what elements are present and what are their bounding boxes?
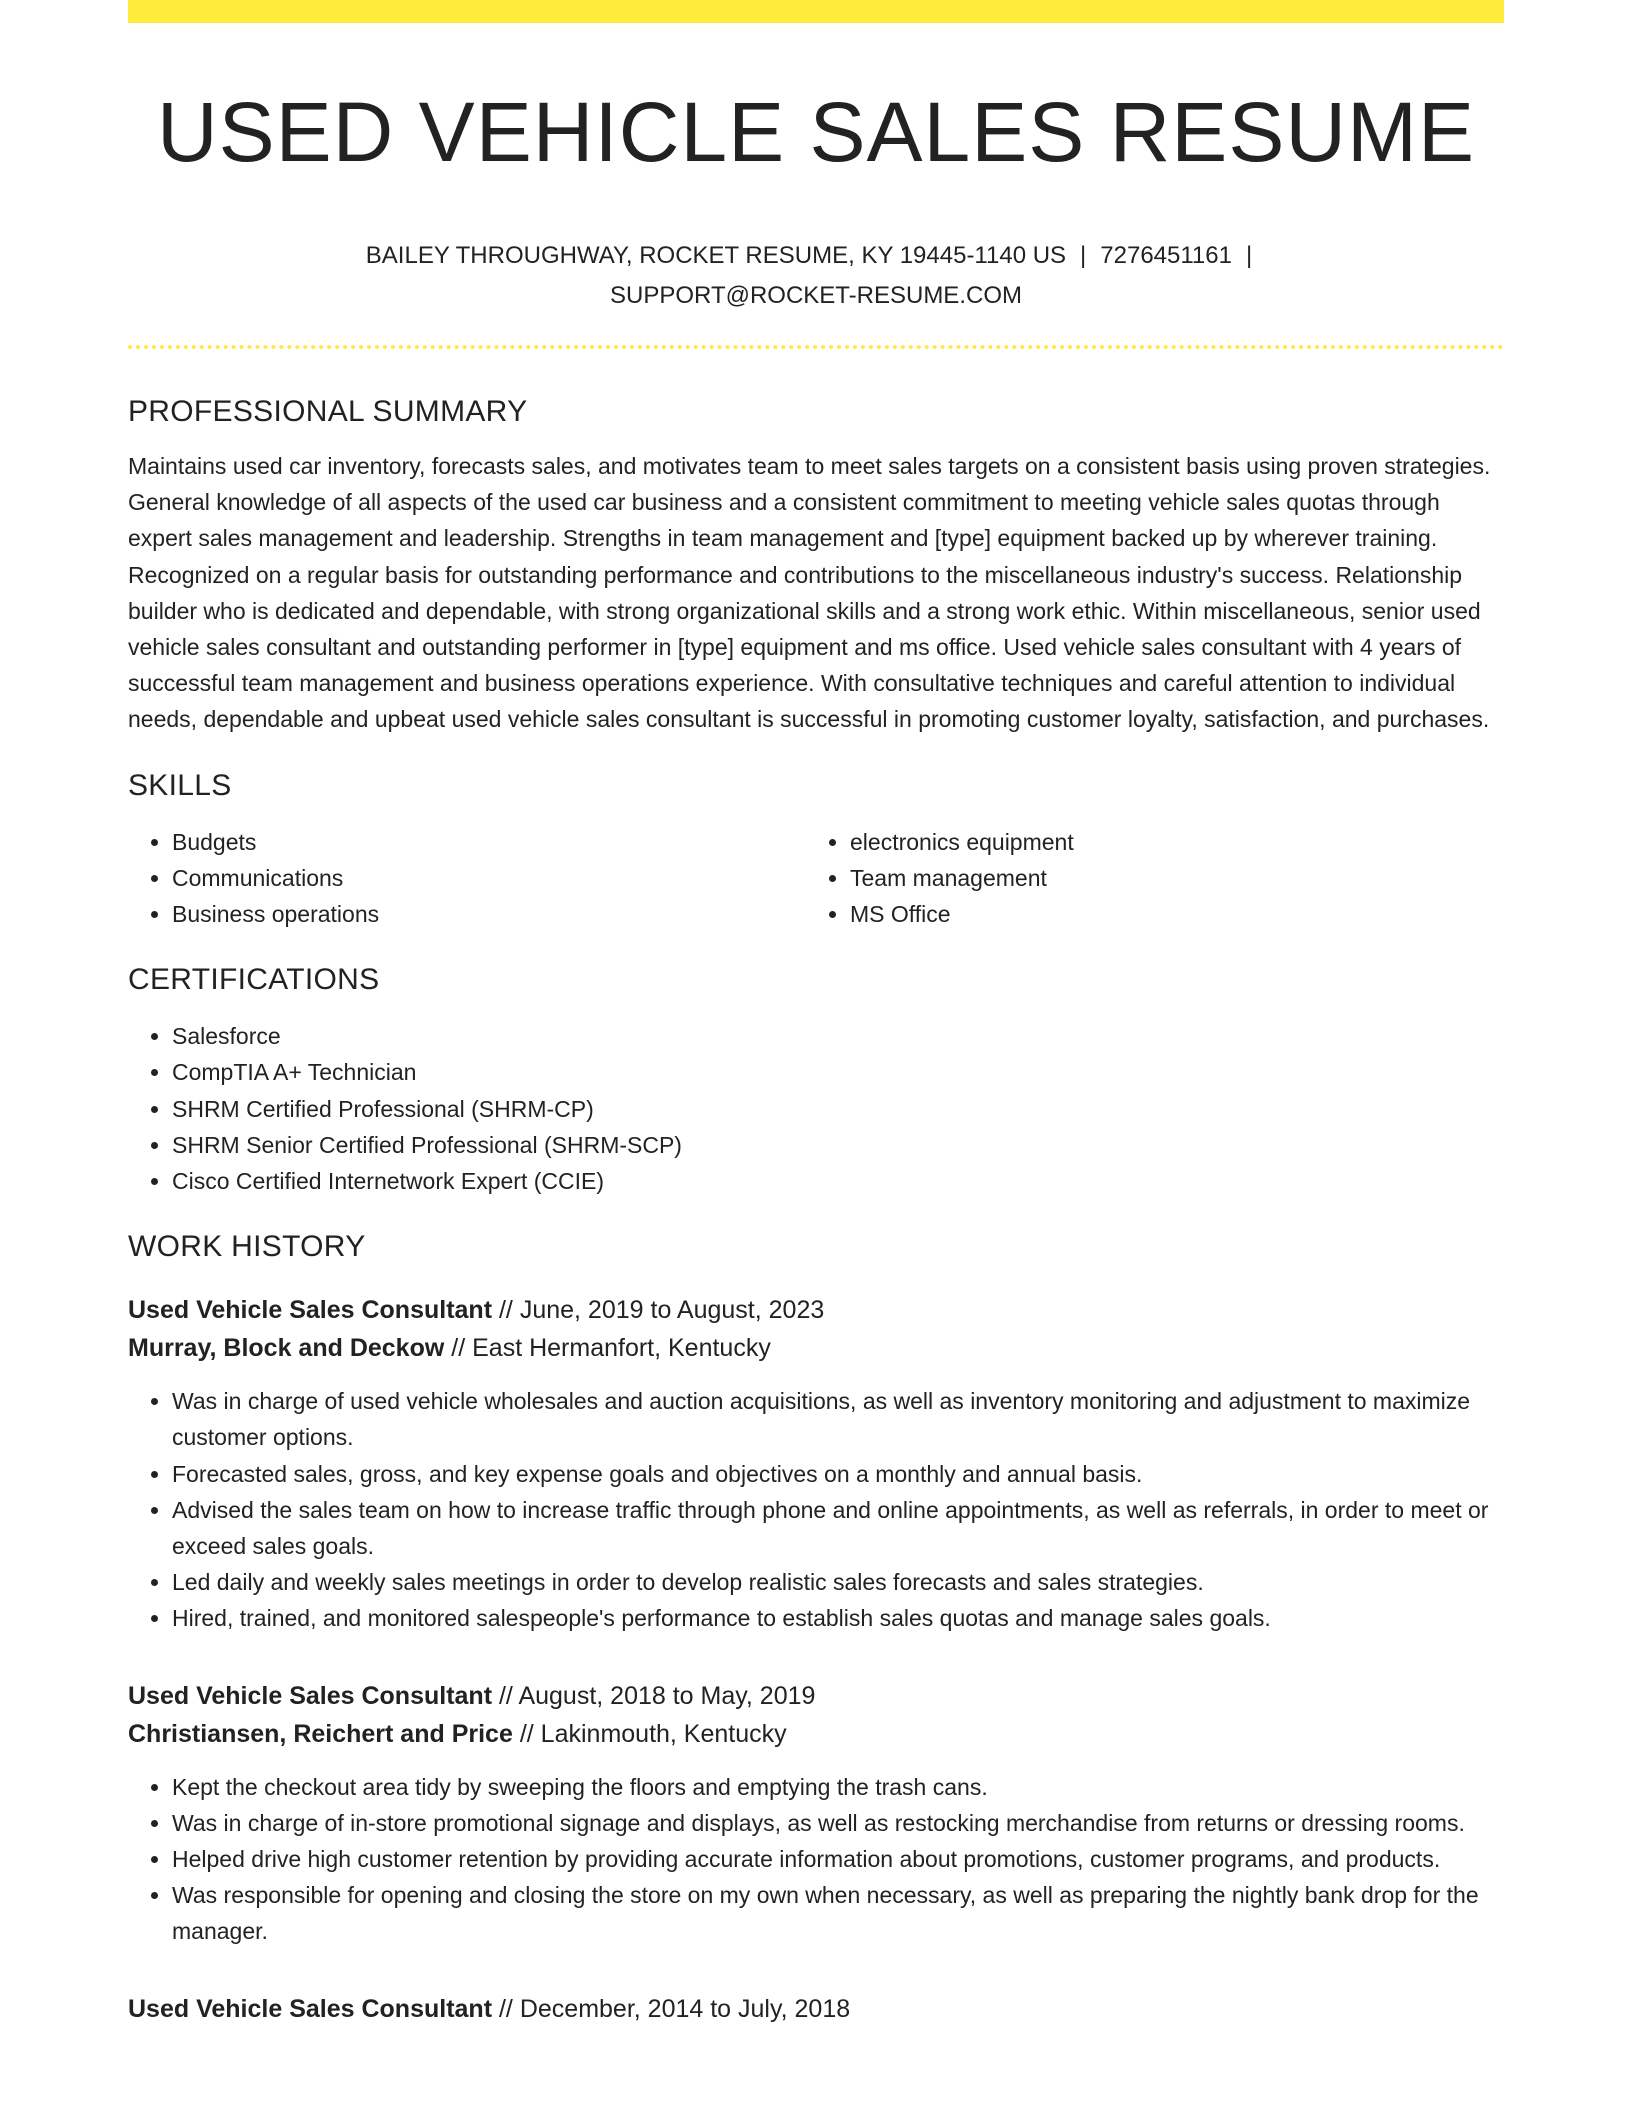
job-duty: • Was responsible for opening and closing the store on my own when necessary, as well as preparing the nightly bank drop for the manager. <box>172 1877 1504 1949</box>
certification-item: • Cisco Certified Internetwork Expert (CCIE) <box>172 1163 1504 1199</box>
skills-column-right <box>806 824 1484 933</box>
certifications-list <box>128 1018 1504 1199</box>
job-location: East Hermanfort, Kentucky <box>472 1334 771 1363</box>
job-entry <box>128 1677 1504 1950</box>
job-duties-list <box>128 1769 1504 1950</box>
job-title: Used Vehicle Sales Consultant <box>128 1296 493 1325</box>
certifications-section <box>128 958 1504 1199</box>
job-duty: • Hired, trained, and monitored salespeople's performance to establish sales quotas and manage sales goals. <box>172 1600 1504 1636</box>
job-duty: • Led daily and weekly sales meetings in order to develop realistic sales forecasts and sales strategies. <box>172 1564 1504 1600</box>
job-duty: • Was in charge of in-store promotional signage and displays, as well as restocking merchandise from returns or dressing rooms. <box>172 1805 1504 1841</box>
job-separator: // <box>498 1681 513 1710</box>
header-divider <box>128 345 1504 349</box>
skill-item: • Communications <box>172 860 806 896</box>
job-location: Lakinmouth, Kentucky <box>540 1719 787 1748</box>
job-duty: • Forecasted sales, gross, and key expense goals and objectives on a monthly and annual basis. <box>172 1456 1504 1492</box>
job-title-line <box>128 1677 1504 1715</box>
job-company-line <box>128 1329 1504 1367</box>
certification-item: • Salesforce <box>172 1018 1504 1054</box>
skills-grid <box>128 824 1504 933</box>
job-dates: August, 2018 to May, 2019 <box>518 1681 816 1710</box>
job-duty: • Helped drive high customer retention by providing accurate information about promotions, customer programs, and products. <box>172 1841 1504 1877</box>
job-company: Christiansen, Reichert and Price <box>128 1719 513 1748</box>
resume-title: USED VEHICLE SALES RESUME <box>156 85 1476 179</box>
job-dates: June, 2019 to August, 2023 <box>519 1296 825 1325</box>
skill-item: • Business operations <box>172 896 806 932</box>
job-title-line <box>128 1990 1504 2028</box>
skill-item: • electronics equipment <box>850 824 1484 860</box>
certification-item: • SHRM Certified Professional (SHRM-CP) <box>172 1091 1504 1127</box>
certification-item: • SHRM Senior Certified Professional (SHRM-SCP) <box>172 1127 1504 1163</box>
contact-separator: | <box>1080 242 1087 269</box>
job-duty: • Kept the checkout area tidy by sweeping the floors and emptying the trash cans. <box>172 1769 1504 1805</box>
job-dates: December, 2014 to July, 2018 <box>519 1994 851 2023</box>
summary-text: Maintains used car inventory, forecasts sales, and motivates team to meet sales targets on a consistent basis using proven strategies. General knowledge of all aspects of the used car business and a consistent commitment to meeting vehicle sales quotas through expert sales management and leadership. Strengths in team management and [type] equipment backed up by wherever training. Recognized on a regular basis for outstanding performance and contributions to the miscellaneous industry's success. Relationship builder who is dedicated and dependable, with strong organizational skills and a strong work ethic. Within miscellaneous, senior used vehicle sales consultant and outstanding performer in [type] equipment and ms office. Used vehicle sales consultant with 4 years of successful team management and business operations experience. With consultative techniques and careful attention to individual needs, dependable and upbeat used vehicle sales consultant is successful in promoting customer loyalty, satisfaction, and purchases. <box>128 453 1491 733</box>
skill-item: • Team management <box>850 860 1484 896</box>
job-entry <box>128 1990 1504 2028</box>
job-duties-list <box>128 1383 1504 1636</box>
job-separator: // <box>519 1719 534 1748</box>
contact-phone: 7276451161 <box>1100 242 1232 269</box>
top-accent-bar <box>128 0 1504 23</box>
job-separator: // <box>498 1296 513 1325</box>
job-separator: // <box>498 1994 513 2023</box>
certification-item: • CompTIA A+ Technician <box>172 1054 1504 1090</box>
summary-heading: PROFESSIONAL SUMMARY <box>128 395 528 428</box>
skills-section <box>128 764 1504 933</box>
contact-email[interactable]: SUPPORT@ROCKET-RESUME.COM <box>610 282 1022 309</box>
skills-column-left <box>128 824 806 933</box>
work-history-heading: WORK HISTORY <box>128 1230 366 1264</box>
job-separator: // <box>451 1334 466 1363</box>
skills-heading: SKILLS <box>128 768 232 802</box>
skill-item: • Budgets <box>172 824 806 860</box>
job-title: Used Vehicle Sales Consultant <box>128 1681 493 1710</box>
job-duty: • Was in charge of used vehicle wholesales and auction acquisitions, as well as inventory monitoring and adjustment to maximize customer options. <box>172 1383 1504 1455</box>
work-history-section <box>128 1225 1504 2027</box>
job-company: Murray, Block and Deckow <box>128 1334 445 1363</box>
skill-item: • MS Office <box>850 896 1484 932</box>
job-entry <box>128 1291 1504 1636</box>
contact-address: BAILEY THROUGHWAY, ROCKET RESUME, KY 19445-1140 US <box>365 242 1067 269</box>
resume-content <box>128 390 1504 2028</box>
certifications-heading: CERTIFICATIONS <box>128 963 380 997</box>
job-duty: • Advised the sales team on how to increase traffic through phone and online appointments, as well as referrals, in order to meet or exceed sales goals. <box>172 1492 1504 1564</box>
professional-summary-section <box>128 390 1504 738</box>
contact-separator: | <box>1245 242 1253 269</box>
job-title-line <box>128 1291 1504 1329</box>
job-title: Used Vehicle Sales Consultant <box>128 1994 493 2023</box>
job-company-line <box>128 1715 1504 1753</box>
contact-info <box>128 236 1504 316</box>
